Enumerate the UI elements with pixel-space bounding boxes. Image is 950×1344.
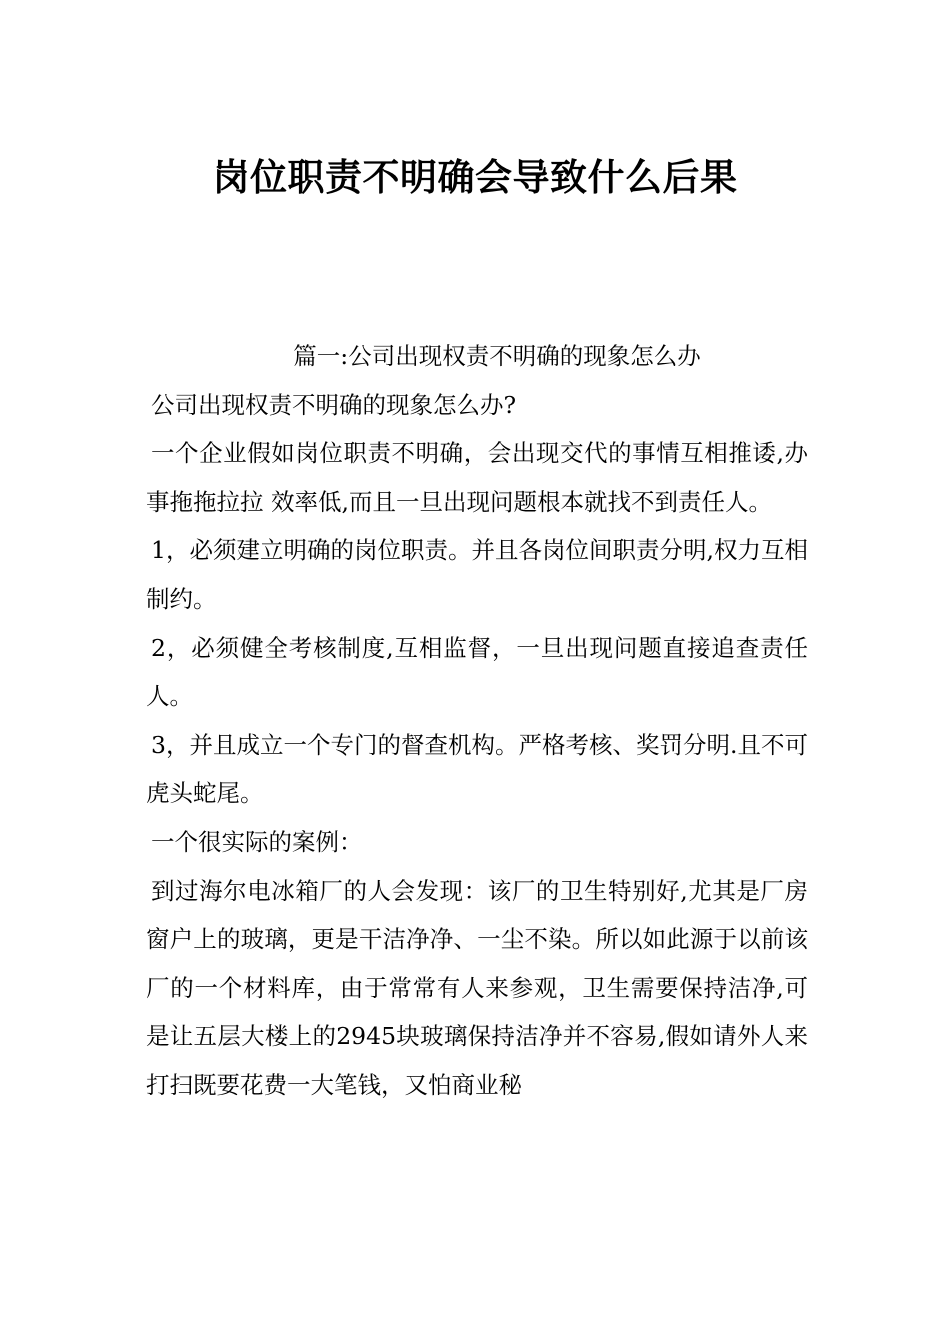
paragraph-question: 公司出现权责不明确的现象怎么办? (151, 390, 517, 419)
paragraph-case-heading: 一个很实际的案例： (151, 827, 363, 856)
section-heading: 篇一:公司出现权责不明确的现象怎么办 (293, 342, 701, 370)
paragraph-point-2: 2，必须健全考核制度,互相监督，一旦出现问题直接追查责任人。 (146, 633, 808, 711)
document-body (146, 332, 808, 1110)
paragraph-intro: 一个企业假如岗位职责不明确，会出现交代的事情互相推诿,办事拖拖拉拉 效率低,而且一旦出现问题根本就找不到责任人。 (146, 439, 808, 516)
paragraph-point-1: 1，必须建立明确的岗位职责。并且各岗位间职责分明,权力互相制约。 (146, 536, 808, 613)
paragraph-point-3: 3，并且成立一个专门的督查机构。严格考核、奖罚分明.且不可虎头蛇尾。 (146, 730, 808, 808)
document-title: 岗位职责不明确会导致什么后果 (212, 156, 738, 199)
paragraph-case-body: 到过海尔电冰箱厂的人会发现：该厂的卫生特别好,尤其是厂房窗户上的玻璃，更是干洁净净、一尘不染。所以如此源于以前该厂的一个材料库，由于常常有人来参观，卫生需要保持洁净,可是让五层大楼上的2945块玻璃保持洁净并不容易,假如请外人来打扫既要花费一大笔钱，又怕商业秘 (146, 876, 808, 1099)
